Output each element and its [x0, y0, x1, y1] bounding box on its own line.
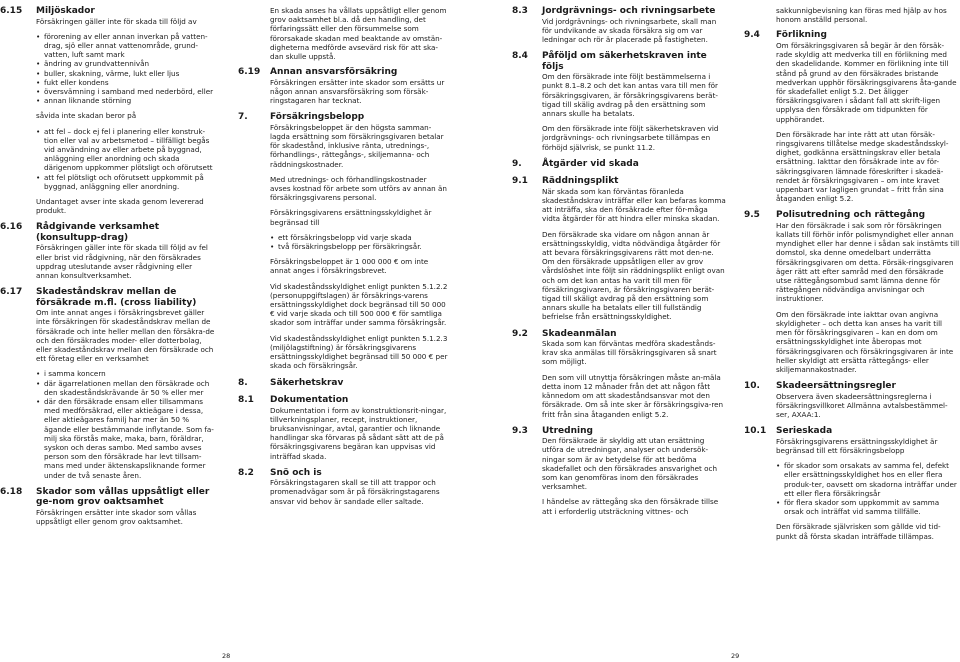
- section-title: Påföljd om säkerhetskraven inte följs: [542, 51, 707, 72]
- paragraph: Vid skadeståndsskyldighet enligt punkten 5.1.2.3 (miljölagstiftning) är försäkringsgivarens ersättningsskyldighet begränsad till 50 000 € per skada och försäkringsår.: [270, 333, 448, 371]
- paragraph: Den som vill utnyttja försäkringen måste an-mäla detta inom 12 månader från det att någon fått kännedom om att skadeståndsansvar mot den försäkrade. Om så inte sker är försäkringsgiva-ren fritt från sina åtaganden enligt 5.2.: [542, 372, 724, 419]
- section-10: [744, 381, 960, 419]
- paragraph: Den försäkrade har inte rätt att utan försäk-ringsgivarens tillåtelse medge skadeståndsskyl-dighet, godkänna ersättningskrav eller betala ersättning. Iakttar den försäkrade inte av för-säkringsgivaren lämnade föreskrifter i skadeä-rendet är försäkringsgivaren – om inte kravet uppenbart var lagligen grundat – fritt från sina åtaganden enligt 5.2.: [776, 129, 949, 204]
- list-item: • förorening av eller annan inverkan på vatten-drag, sjö eller annat vattenområde, grund-vatten, luft samt mark: [36, 32, 216, 60]
- section-8: [238, 378, 448, 389]
- section-number: 6.16: [0, 222, 23, 233]
- paragraph: Försäkringsgivarens ersättningsskyldighet är begränsad till: [270, 208, 432, 227]
- paragraph: Den försäkrade ska vidare om någon annan är ersättningsskyldig, vidta nödvändiga åtgärder för att bevara försäkringsgivarens rätt mot den-ne. Om den försäkrade uppsåtligen eller av grov vårdslöshet inte följt sin räddningsplikt enligt ovan och om det kan antas ha varit till men för försäkringsgivaren, är försäkringsgivaren berät-tigad till skäligt avdrag på den ersättning som annars skulle ha betalats eller till fullständig befrielse från ersättningsskyldighet.: [542, 229, 725, 322]
- section-title: Miljöskador: [36, 6, 95, 16]
- list-item: • annan liknande störning: [36, 96, 216, 105]
- paragraph: Vid skadeståndsskyldighet enligt punkten 5.1.2.2 (personuppgiftslagen) är försäkrings-varens ersättningsskyldighet dock begränsad till 50 000 € vid varje skada och till 500 000 € för samtliga skador som inträffar under samma försäkringsår.: [270, 281, 448, 328]
- paragraph: En skada anses ha vållats uppsåtligt eller genom grov oaktsamhet bl.a. då den handling, det förfaringssätt eller den försummelse som förorsakade skadan med beaktande av omstän-digheterna medförde avsevärd risk för att ska-dan skulle uppstå.: [270, 6, 447, 62]
- section-number: 9.5: [744, 210, 760, 221]
- paragraph: Undantaget avser inte skada genom levererad produkt.: [36, 196, 204, 216]
- section-10-1: [744, 426, 960, 541]
- section-title: Annan ansvarsförsäkring: [270, 67, 398, 78]
- paragraph: Försäkringstagaren skall se till att trappor och promenadvägar som är på försäkringstagarens ansvar vid behov är sandade eller saltade.: [270, 478, 440, 506]
- section-number: 9.1: [512, 176, 528, 187]
- section-number: 9.: [512, 158, 522, 169]
- section-number: 6.15: [0, 6, 23, 16]
- paragraph: Dokumentation i form av konstruktionsrit-ningar, tillverkningsplaner, recept, instruktioner, bruksanvisningar, avtal, garantier och liknande handlingar ska förvaras på sådant sätt att de på försäkringsgivarens begäran kan uppvisas vid inträffad skada.: [270, 405, 447, 461]
- list-item: • i samma koncern: [36, 369, 216, 378]
- paragraph: Om den försäkrade inte följt bestämmelserna i punkt 8.1–8.2 och det kan antas vara till men för försäkringsgivaren, är försäkringsgivarens berät-tigad till skälig avdrag på den ersättning som annars skulle ha betalats.: [542, 72, 718, 118]
- paragraph: Den försäkrade är skyldig att utan ersättning utföra de utredningar, analyser och undersök-ningar som är av betydelse för att bedöma skadefallet och den försäkrades ansvarighet och som kan genomföras inom den försäkrades verksamhet.: [542, 436, 718, 492]
- section-6-17: [0, 287, 216, 480]
- section-title: Dokumentation: [270, 395, 349, 405]
- section-9-4: [744, 30, 960, 203]
- column-4: [744, 6, 960, 548]
- section-number: 10.: [744, 381, 760, 392]
- column-3: [512, 6, 728, 523]
- section-8-1: [238, 395, 448, 461]
- section-number: 9.4: [744, 30, 760, 41]
- paragraph: Försäkringsgivarens ersättningsskyldighet är begränsad till ett försäkringsbelopp: [776, 436, 938, 455]
- paragraph: såvida inte skadan beror på: [36, 111, 137, 121]
- paragraph: Den försäkrade självrisken som gällde vid tid-punkt då första skadan inträffade tillämpas.: [776, 522, 941, 541]
- paragraph: Har den försäkrade i sak som rör försäkringen kallats till förhör inför polismyndighet eller annan myndighet eller har denne i sådan sak instämts till domstol, ska denne omedelbart underrätta försäkringsgivaren om detta. Försäk-ringsgivaren äger rätt att efter samråd med den försäkrade utse rättegångsombud samt lämna denne för rättegången nödvändiga anvisningar och instruktioner.: [776, 220, 960, 304]
- section-9-3: [512, 426, 728, 516]
- section-number: 8.1: [238, 395, 254, 405]
- list-item: • där ägarrelationen mellan den försäkrade och den skadeståndskrävande är 50 % eller mer: [36, 379, 216, 397]
- section-number: 8.2: [238, 467, 254, 478]
- section-title: Rådgivande verksamhet (konsultupp-drag): [36, 222, 160, 243]
- section-number: 9.3: [512, 425, 528, 436]
- section-title: Säkerhetskrav: [270, 377, 344, 388]
- section-number: 8.3: [512, 6, 528, 16]
- section-title: Räddningsplikt: [542, 176, 619, 187]
- list-item: • där den försäkrade ensam eller tillsammans med medförsäkrad, eller aktieägare i dessa, eller aktieägares familj har mer än 50 % ägande eller bestämmande inflytande. Som fa-milj ska förstås make, maka, barn, föräldrar, syskon och deras sambo. Med sambo avses person som den försäkrade har levt tillsam-mans med under äktenskapsliknande former under de två senaste åren.: [36, 397, 216, 480]
- section-title: Försäkringsbelopp: [270, 112, 365, 123]
- list-item: • fukt eller kondens: [36, 78, 216, 87]
- paragraph: Om den försäkrade inte iakttar ovan angivna skyldigheter – och detta kan anses ha varit till men för försäkringsgivaren – kan en dom om ersättningsskyldighet inte åberopas mot försäkringsgivaren och försäkringsgivaren är inte heller skyldigt att ersätta rättegångs- eller skiljemannakostnader.: [776, 309, 954, 374]
- paragraph: Observera även skadeersättningsreglerna i försäkringsvillkoret Allmänna avtalsbestämmel-ser, AXAA:1.: [776, 391, 948, 420]
- column-2: [238, 6, 448, 513]
- section-9-1: [512, 176, 728, 321]
- section-number: 6.18: [0, 486, 23, 497]
- page-number-right: 29: [731, 652, 740, 660]
- section-8-4: [512, 51, 728, 152]
- list-item: • för skador som orsakats av samma fel, defekt eller ersättningsskyldighet hos en eller flera produk-ter, oavsett om skadorna inträffar under ett eller flera försäkringsår: [776, 461, 960, 498]
- section-6-15: [0, 6, 216, 215]
- section-number: 8.: [238, 377, 248, 388]
- section-title: Serieskada: [776, 426, 833, 437]
- bullet-list: [36, 369, 216, 479]
- section-number: 7.: [238, 112, 248, 123]
- bullet-list: [270, 233, 448, 251]
- bullet-list: [776, 461, 960, 516]
- paragraph: Försäkringsbeloppet är 1 000 000 € om inte annat anges i försäkringsbrevet.: [270, 257, 429, 276]
- paragraph: Försäkringen ersätter inte skador som vållas uppsåtligt eller genom grov oaktsamhet.: [36, 507, 197, 527]
- paragraph: Vid jordgrävnings- och rivningsarbete, skall man för undvikande av skada försäkra sig om var ledningar och rör är placerade på fastigheten.: [542, 16, 717, 44]
- list-item: • ändring av grundvattennivån: [36, 59, 216, 68]
- list-item: • att fel – dock ej fel i planering eller konstruk-tion eller val av arbetsmetod – tillfälligt begås vid användning av eller arbete på byggnad, anläggning eller anordning och skada därigenom uppkommer plötsligt och oförutsett: [36, 127, 216, 173]
- section-title: Snö och is: [270, 467, 322, 478]
- section-9-2: [512, 329, 728, 419]
- paragraph: Försäkringsbeloppet är den högsta samman-lagda ersättning som försäkringsgivaren betalar för skadestånd, inklusive ränta, utrednings-, förhandlings-, rättegångs-, skiljemanna- och räddningskostnader.: [270, 122, 444, 169]
- paragraph: Skada som kan förväntas medföra skadestånds-krav ska anmälas till försäkringsgivaren så snart som möjligt.: [542, 339, 717, 367]
- column-1: [0, 6, 216, 533]
- section-7: [238, 112, 448, 370]
- section-number: 6.19: [238, 67, 261, 78]
- paragraph: Försäkringen gäller inte för skada till följd av fel eller brist vid rådgivning, när den försäkrades uppdrag uteslutande avser rådgivning eller annan konsultverksamhet.: [36, 243, 208, 280]
- section-title: Förlikning: [776, 30, 827, 41]
- page-number-left: 28: [222, 652, 231, 660]
- paragraph: Försäkringen gäller inte för skada till följd av: [36, 16, 197, 26]
- section-title: Jordgrävnings- och rivningsarbete: [542, 6, 716, 16]
- list-item: • två försäkringsbelopp per försäkringsår.: [270, 242, 448, 251]
- paragraph: Med utrednings- och förhandlingskostnader avses kostnad för arbete som utförs av annan än försäkringsgivarens personal.: [270, 174, 447, 203]
- section-number: 9.2: [512, 328, 528, 339]
- list-item: • för flera skador som uppkommit av samma orsak och inträffat vid samma tillfälle.: [776, 498, 960, 516]
- list-item: • buller, skakning, värme, lukt eller ljus: [36, 69, 216, 78]
- section-title: Polisutredning och rättegång: [776, 210, 926, 221]
- list-item: • översvämning i samband med nederbörd, eller: [36, 87, 216, 96]
- section-6-18: [0, 487, 216, 526]
- list-item: • ett försäkringsbelopp vid varje skada: [270, 233, 448, 242]
- bullet-list: [36, 127, 216, 191]
- paragraph: I händelse av rättegång ska den försäkrade tillse att i erforderlig utsträckning vittnes- och: [542, 497, 719, 516]
- paragraph: När skada som kan förväntas föranleda skadeståndskrav inträffar eller kan befaras komma att inträffa, ska den försäkrade efter för-måga vidta åtgärder för att hindra eller minska skadan.: [542, 186, 726, 224]
- section-title: Skador som vållas uppsåtligt eller ge-nom grov oaktsamhet: [36, 486, 210, 508]
- section-8-3: [512, 6, 728, 44]
- section-6-19: [238, 67, 448, 105]
- section-title: Åtgärder vid skada: [542, 158, 639, 169]
- section-9: [512, 159, 728, 170]
- section-number: 8.4: [512, 51, 528, 62]
- paragraph: Försäkringen ersätter inte skador som ersätts ur någon annan ansvarsförsäkring som försäk-ringstagaren har tecknat.: [270, 77, 445, 106]
- section-8-2: [238, 468, 448, 506]
- paragraph: Om försäkringsgivaren så begär är den försäk-rade skyldig att medverka till en förlikning med den skadelidande. Kommer en förlikning inte till stånd på grund av den försäkrades bristande medverkan upphör försäkringsgivarens åta-gande för skadefallet enligt 5.2. Det åligger försäkringsgivaren i sådant fall att skrift-ligen upplysa den försäkrade om tidpunkten för upphörandet.: [776, 40, 957, 124]
- section-number: 6.17: [0, 287, 23, 298]
- list-item: • att fel plötsligt och oförutsett uppkommit på byggnad, anläggning eller anordning.: [36, 173, 216, 191]
- section-title: Skadeanmälan: [542, 328, 617, 339]
- paragraph: Om inte annat anges i försäkringsbrevet gäller inte försäkringen för skadeståndskrav mellan de försäkrade och inte heller mellan den försäkra-de och den försäkrades moder- eller dotterbolag, eller skadeståndskrav mellan den försäkrade och ett företag eller en verksamhet: [36, 308, 215, 364]
- bullet-list: [36, 32, 216, 106]
- section-title: Skadeersättningsregler: [776, 381, 896, 392]
- section-number: 10.1: [744, 426, 767, 437]
- paragraph: Om den försäkrade inte följt säkerhetskraven vid jordgrävnings- och rivningsarbete tillämpas en förhöjd självrisk, se punkt 11.2.: [542, 124, 719, 152]
- section-title: Utredning: [542, 425, 593, 436]
- section-9-5: [744, 210, 960, 374]
- paragraph: sakkunnigbevisning kan föras med hjälp av hos honom anställd personal.: [776, 6, 947, 25]
- section-title: Skadeståndskrav mellan de försäkrade m.fl. (cross liability): [36, 287, 197, 308]
- section-6-16: [0, 222, 216, 280]
